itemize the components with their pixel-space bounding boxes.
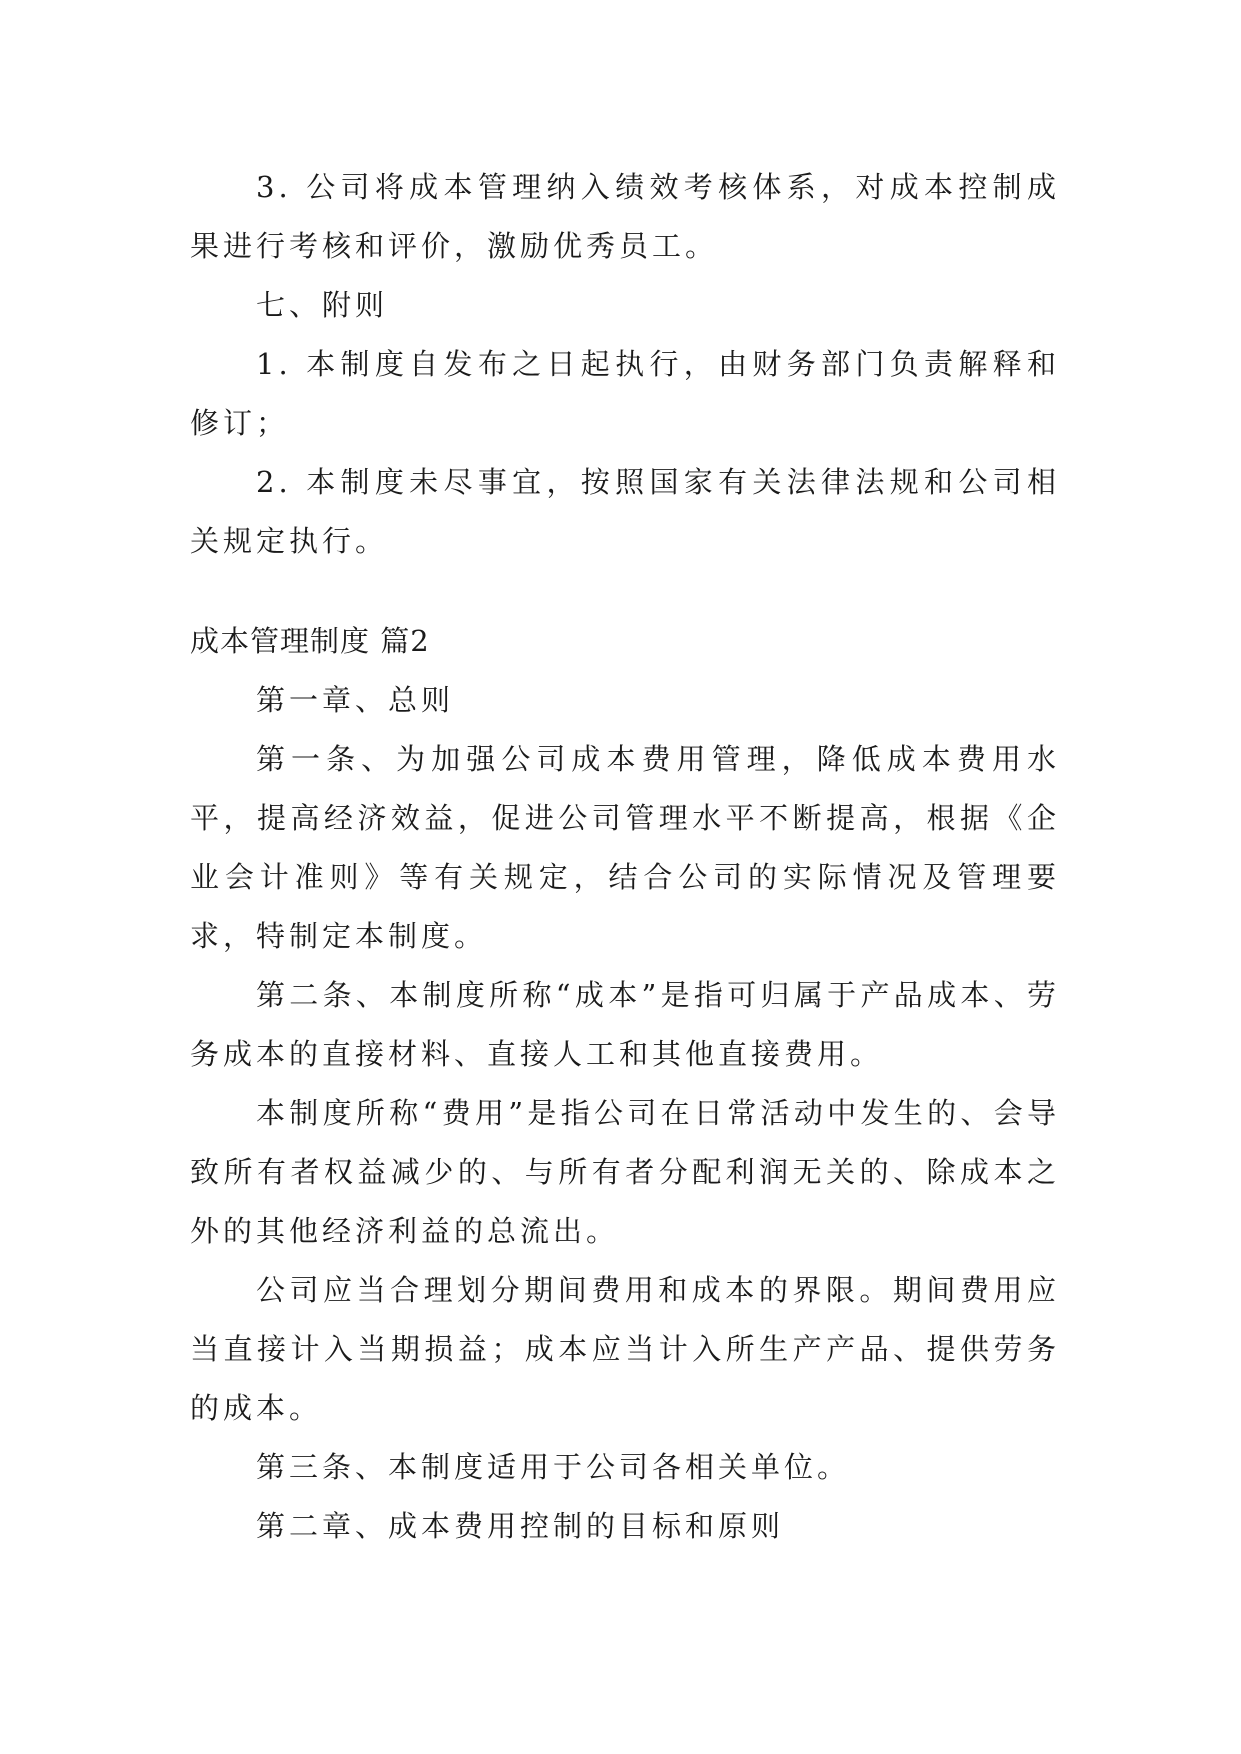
document-page — [190, 158, 1060, 1556]
paragraph-performance-assessment: 3. 公司将成本管理纳入绩效考核体系，对成本控制成果进行考核和评价，激励优秀员工。 — [190, 170, 1060, 263]
chapter-heading-general: 第一章、总则 — [256, 683, 455, 717]
period-expense-boundary: 公司应当合理划分期间费用和成本的界限。期间费用应当直接计入当期损益；成本应当计入所生产产品、提供劳务的成本。 — [190, 1273, 1060, 1425]
expense-definition: 本制度所称“费用”是指公司在日常活动中发生的、会导致所有者权益减少的、与所有者分配利润无关的、除成本之外的其他经济利益的总流出。 — [190, 1096, 1060, 1248]
chapter-heading-goals-principles: 第二章、成本费用控制的目标和原则 — [256, 1509, 785, 1543]
article-two-cost-definition: 第二条、本制度所称“成本”是指可归属于产品成本、劳务成本的直接材料、直接人工和其他直接费用。 — [190, 978, 1060, 1071]
paragraph-unspecified-matters: 2. 本制度未尽事宜，按照国家有关法律法规和公司相关规定执行。 — [190, 465, 1060, 558]
section-title: 成本管理制度 篇2 — [190, 624, 430, 658]
heading-supplementary-provisions: 七、附则 — [256, 288, 389, 322]
article-one: 第一条、为加强公司成本费用管理，降低成本费用水平，提高经济效益，促进公司管理水平不断提高，根据《企业会计准则》等有关规定，结合公司的实际情况及管理要求，特制定本制度。 — [190, 742, 1060, 953]
article-three-scope: 第三条、本制度适用于公司各相关单位。 — [256, 1450, 851, 1484]
paragraph-effective-date: 1. 本制度自发布之日起执行，由财务部门负责解释和修订； — [190, 347, 1060, 440]
